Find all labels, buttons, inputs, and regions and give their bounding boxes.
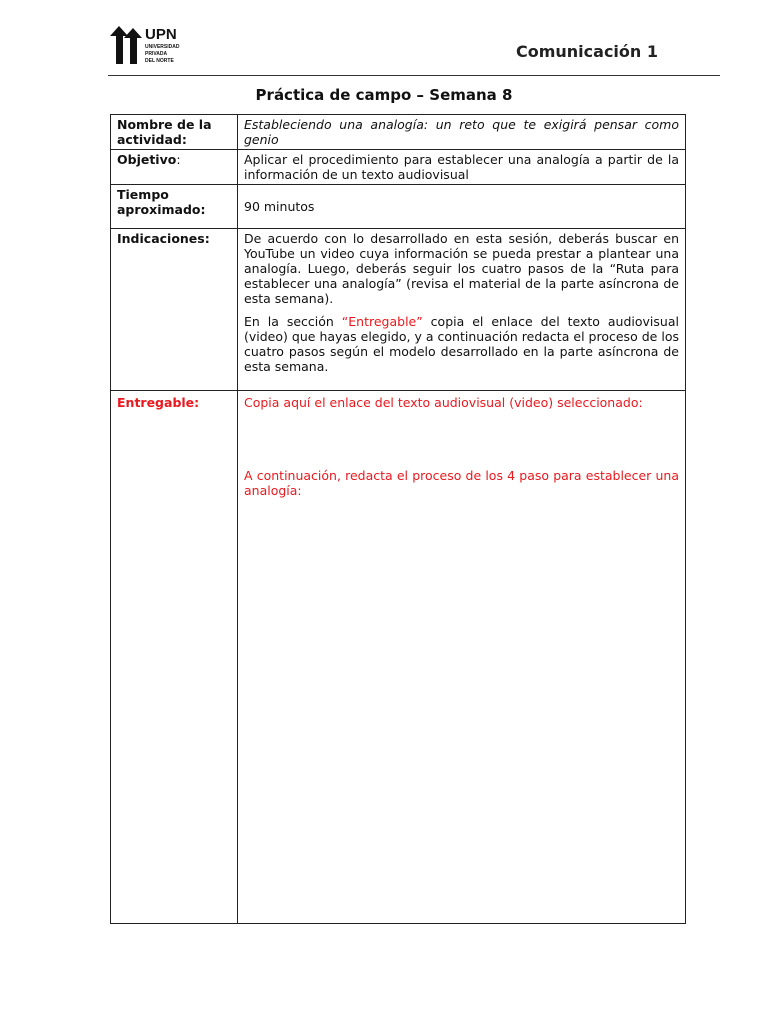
deliverable-link-prompt: Copia aquí el enlace del texto audiovisual (video) seleccionado: <box>244 395 643 410</box>
instructions-p2-highlight: “Entregable” <box>341 314 423 329</box>
page-title: Práctica de campo – Semana 8 <box>255 86 513 104</box>
upn-logo <box>108 24 188 68</box>
time-label: Tiempo aproximado: <box>111 185 238 229</box>
logo-line-2: PRIVADA <box>145 51 168 57</box>
instructions-label: Indicaciones: <box>111 229 238 391</box>
activity-name-label: Nombre de la actividad: <box>111 115 238 150</box>
activity-table <box>110 114 686 924</box>
header-divider <box>108 75 720 76</box>
instructions-p2-start: En la sección <box>244 314 342 329</box>
logo-line-3: DEL NORTE <box>145 58 174 64</box>
deliverable-link-space <box>244 410 679 468</box>
time-value: 90 minutos <box>238 185 686 229</box>
row-instructions <box>111 229 686 391</box>
deliverable-label: Entregable: <box>111 391 238 924</box>
upn-logo-mark <box>108 24 188 68</box>
objective-label-text: Objetivo <box>117 152 177 167</box>
instructions-value <box>238 229 686 391</box>
deliverable-area[interactable] <box>238 391 686 924</box>
activity-name-value: Estableciendo una analogía: un reto que te exigirá pensar como genio <box>238 115 686 150</box>
instructions-paragraph-1: De acuerdo con lo desarrollado en esta sesión, deberás buscar en YouTube un video cuya información se pueda prestar a plantear una analogía. Luego, deberás seguir los cuatro pasos de la “Ruta para establecer una analogía” (revisa el material de la parte asíncrona de esta semana). <box>244 231 679 306</box>
objective-label <box>111 150 238 185</box>
logo-brand: UPN <box>145 26 177 43</box>
objective-value: Aplicar el procedimiento para establecer una analogía a partir de la información de un texto audiovisual <box>238 150 686 185</box>
course-title: Comunicación 1 <box>515 42 658 61</box>
row-deliverable <box>111 391 686 924</box>
row-time <box>111 185 686 229</box>
objective-label-colon: : <box>176 152 181 167</box>
row-activity-name <box>111 115 686 150</box>
instructions-p2-end: copia el enlace del texto audiovisual (video) que hayas elegido, y a continuación redacta el proceso de los cuatro pasos según el modelo desarrollado en la parte asíncrona de esta semana. <box>244 314 679 374</box>
deliverable-process-prompt: A continuación, redacta el proceso de los 4 paso para establecer una analogía: <box>244 468 679 498</box>
instructions-paragraph-2 <box>244 314 679 374</box>
logo-line-1: UNIVERSIDAD <box>145 44 180 50</box>
row-objective <box>111 150 686 185</box>
